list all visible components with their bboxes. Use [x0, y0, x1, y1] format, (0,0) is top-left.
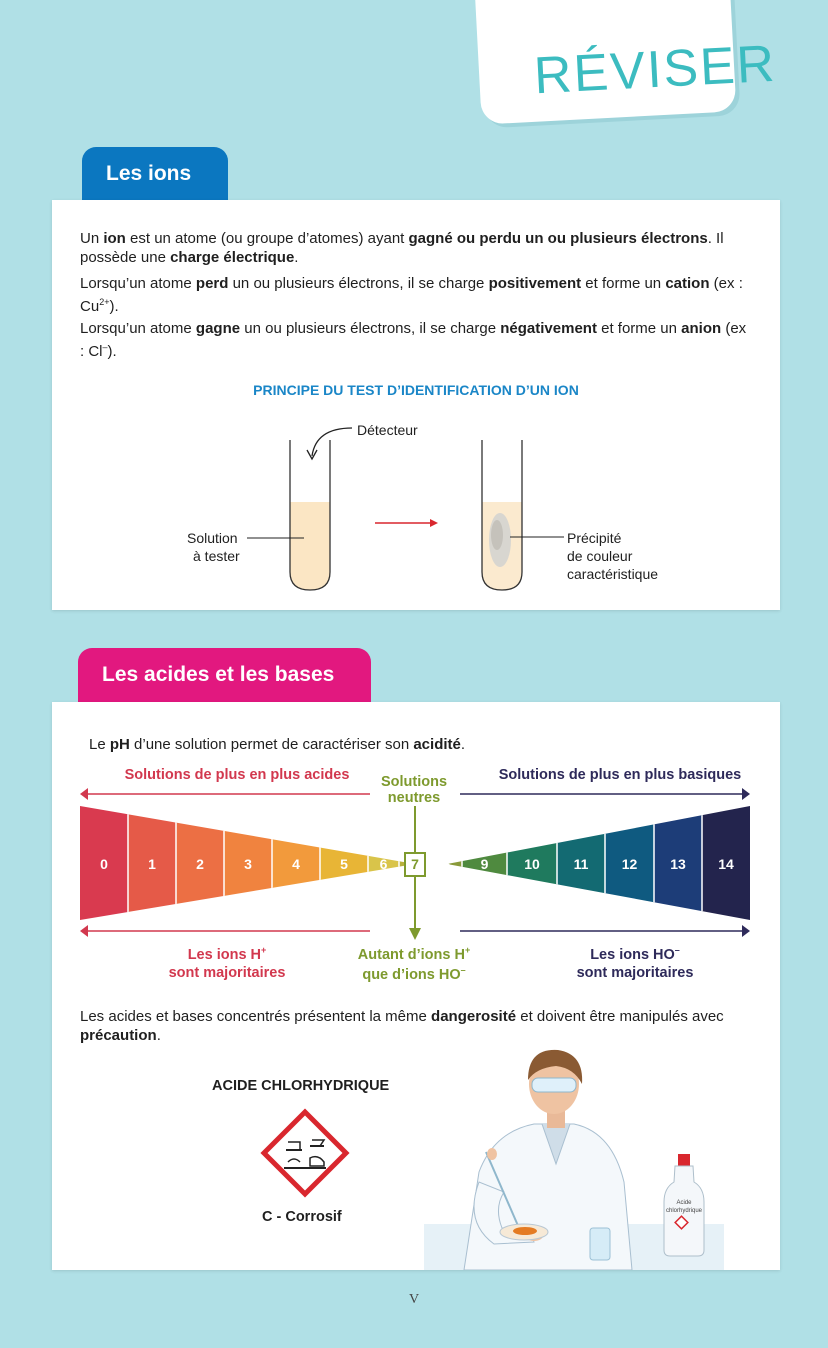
acid-heading: Solutions de plus en plus acides [124, 767, 350, 783]
precipitate-label-2: de couleur [567, 548, 633, 564]
ph-value-label: 3 [244, 856, 252, 872]
ph-value-label: 1 [148, 856, 156, 872]
ph-value-label: 13 [670, 856, 686, 872]
precipitate-label-1: Précipité [567, 530, 622, 546]
ph-value-label: 11 [573, 856, 589, 872]
danger-warning: Les acides et bases concentrés présentent la même dangerosité et doivent être manipulés avec précaution. [80, 1008, 724, 1044]
precipitate-label-3: caractéristique [567, 566, 659, 582]
hazard-title: ACIDE CHLORHYDRIQUE [212, 1078, 390, 1094]
diagram-title: PRINCIPE DU TEST D’IDENTIFICATION D’UN ION [253, 382, 579, 398]
ho-ions-line2: sont majoritaires [576, 965, 694, 981]
ph-value-label: 0 [100, 856, 108, 872]
reaction-arrow-icon [375, 519, 438, 527]
ions-card [52, 200, 780, 610]
section-tab-acids: Les acides et les bases [78, 648, 371, 702]
ph-value-label: 9 [480, 856, 489, 872]
page-number: V [408, 1292, 420, 1307]
equal-ions-line2: que d’ions HO– [362, 965, 466, 983]
equal-ions-line1: Autant d’ions H+ [357, 945, 471, 963]
ho-ions-line1: Les ions HO– [590, 945, 680, 963]
cation-definition: Lorsqu’un atome perd un ou plusieurs électrons, il se charge positivement et forme un cation (ex : $Cu^{2+}$). [80, 275, 743, 315]
ph-value-label: 4 [292, 856, 300, 872]
anion-definition: Lorsqu’un atome gagne un ou plusieurs électrons, il se charge négativement et forme un anion (ex : Cl–). [80, 320, 747, 360]
corrosive-hazard-icon [258, 1106, 352, 1200]
ph-value-label: 10 [524, 856, 540, 872]
acid-bottle-icon [664, 1154, 704, 1256]
ph-value-label: 8 [443, 856, 451, 872]
scientist-illustration [424, 1032, 724, 1270]
ph-value-label: 6 [379, 856, 388, 872]
ion-definition: Un ion est un atome (ou groupe d’atomes) ayant gagné ou perdu un ou plusieurs électrons. Il possède une charge électrique. [80, 230, 724, 266]
ph-value-label: 7 [411, 856, 419, 872]
hazard-caption: C - Corrosif [262, 1209, 342, 1225]
ion-test-diagram [52, 200, 780, 610]
solution-label-1: Solution [187, 530, 238, 546]
h-ions-line2: sont majoritaires [168, 965, 286, 981]
beaker-icon [590, 1228, 610, 1260]
basic-heading: Solutions de plus en plus basiques [498, 767, 742, 783]
ph-value-label: 12 [621, 856, 638, 872]
bottle-label-2: chlorhydrique [665, 1208, 703, 1214]
bottle-label-1: Acide [676, 1200, 692, 1206]
section-tab-ions: Les ions [82, 147, 228, 201]
acids-card [52, 702, 780, 1270]
h-ions-line1: Les ions H+ [187, 945, 267, 963]
dropper-arrow-icon [312, 428, 352, 456]
detector-label: Détecteur [357, 422, 418, 438]
ph-value-label: 2 [196, 856, 204, 872]
test-tube-icon [482, 440, 522, 590]
solution-label-2: à tester [193, 548, 240, 564]
neutral-heading-2: neutres [387, 790, 441, 806]
test-tube-icon [290, 440, 330, 590]
ph-intro: Le pH d’une solution permet de caractériser son acidité. [89, 736, 466, 753]
ph-value-label: 5 [340, 856, 348, 872]
page-title: RÉVISER [532, 34, 778, 106]
ph-value-label: 14 [718, 856, 734, 872]
neutral-heading-1: Solutions [380, 774, 448, 790]
